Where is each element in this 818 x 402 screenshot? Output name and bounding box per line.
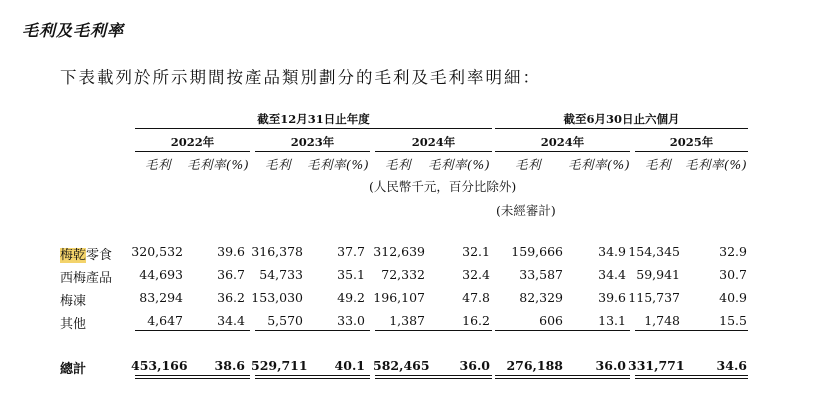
col-label-margin: 毛利率(%) <box>428 157 491 172</box>
cell-gross-margin: 37.7 <box>337 244 365 259</box>
row-label <box>60 313 86 332</box>
group-header-six-months: 截至6月30日止六個月 <box>563 112 680 126</box>
subtotal-rule <box>255 330 370 331</box>
subtotal-rule <box>135 330 250 331</box>
cell-gross-margin: 15.5 <box>719 313 747 328</box>
year-rule-2023 <box>255 151 370 152</box>
col-label-profit: 毛利 <box>645 157 672 172</box>
cell-gross-profit: 115,737 <box>628 290 680 305</box>
cell-gross-margin: 47.8 <box>462 290 490 305</box>
row-label-text: 西梅產品 <box>60 271 113 286</box>
cell-gross-profit: 82,329 <box>519 290 563 305</box>
cell-gross-margin: 36.7 <box>217 267 245 282</box>
cell-gross-profit: 1,748 <box>644 313 680 328</box>
cell-gross-profit: 316,378 <box>251 244 303 259</box>
total-double-rule <box>495 375 630 379</box>
year-rule-2024 <box>375 151 492 152</box>
cell-gross-margin: 34.4 <box>217 313 245 328</box>
total-gross-margin: 34.6 <box>716 358 747 373</box>
cell-gross-margin: 13.1 <box>598 313 626 328</box>
total-double-rule <box>635 375 748 379</box>
total-gross-margin: 36.0 <box>595 358 626 373</box>
total-gross-profit: 453,166 <box>131 358 188 373</box>
col-label-profit: 毛利 <box>515 157 542 172</box>
highlighted-text: 梅乾 <box>60 248 87 263</box>
year-header-2023: 2023年 <box>290 135 335 149</box>
cell-gross-profit: 154,345 <box>628 244 680 259</box>
cell-gross-profit: 196,107 <box>373 290 425 305</box>
total-double-rule <box>375 375 492 379</box>
cell-gross-margin: 39.6 <box>598 290 626 305</box>
year-header-2024-h1: 2024年 <box>540 135 585 149</box>
cell-gross-margin: 32.4 <box>462 267 490 282</box>
cell-gross-margin: 32.9 <box>719 244 747 259</box>
col-label-margin: 毛利率(%) <box>187 157 250 172</box>
year-header-2025-h1: 2025年 <box>669 135 714 149</box>
cell-gross-profit: 153,030 <box>251 290 303 305</box>
cell-gross-margin: 30.7 <box>719 267 747 282</box>
row-label-text: 其他 <box>60 317 87 332</box>
group-rule-six-months <box>495 128 748 129</box>
cell-gross-profit: 59,941 <box>636 267 680 282</box>
row-label <box>60 267 112 286</box>
cell-gross-profit: 44,693 <box>139 267 183 282</box>
year-header-2022: 2022年 <box>170 135 215 149</box>
total-double-rule <box>255 375 370 379</box>
total-gross-profit: 582,465 <box>373 358 430 373</box>
total-gross-profit: 276,188 <box>506 358 563 373</box>
unit-note: (人民幣千元，百分比除外) <box>369 179 517 194</box>
cell-gross-margin: 33.0 <box>337 313 365 328</box>
cell-gross-profit: 1,387 <box>389 313 425 328</box>
cell-gross-profit: 4,647 <box>147 313 183 328</box>
group-header-annual: 截至12月31日止年度 <box>257 112 370 126</box>
year-rule-2024-h1 <box>495 151 630 152</box>
col-label-profit: 毛利 <box>385 157 412 172</box>
cell-gross-margin: 36.2 <box>217 290 245 305</box>
total-gross-margin: 40.1 <box>334 358 365 373</box>
total-gross-margin: 38.6 <box>214 358 245 373</box>
section-heading: 毛利及毛利率 <box>22 21 125 40</box>
unaudited-note: (未經審計) <box>496 203 556 218</box>
year-header-2024: 2024年 <box>411 135 456 149</box>
total-gross-profit: 331,771 <box>628 358 685 373</box>
cell-gross-profit: 159,666 <box>511 244 563 259</box>
cell-gross-profit: 312,639 <box>373 244 425 259</box>
cell-gross-profit: 33,587 <box>519 267 563 282</box>
cell-gross-margin: 40.9 <box>719 290 747 305</box>
cell-gross-profit: 72,332 <box>381 267 425 282</box>
col-label-profit: 毛利 <box>265 157 292 172</box>
year-rule-2025-h1 <box>635 151 748 152</box>
total-gross-margin: 36.0 <box>459 358 490 373</box>
cell-gross-margin: 32.1 <box>462 244 490 259</box>
cell-gross-profit: 5,570 <box>267 313 303 328</box>
col-label-profit: 毛利 <box>145 157 172 172</box>
year-rule-2022 <box>135 151 250 152</box>
cell-gross-margin: 39.6 <box>217 244 245 259</box>
cell-gross-profit: 320,532 <box>131 244 183 259</box>
subtotal-rule <box>375 330 492 331</box>
col-label-margin: 毛利率(%) <box>307 157 370 172</box>
cell-gross-profit: 83,294 <box>139 290 183 305</box>
subtotal-rule <box>635 330 748 331</box>
group-rule-annual <box>135 128 492 129</box>
cell-gross-margin: 34.4 <box>598 267 626 282</box>
cell-gross-profit: 606 <box>539 313 563 328</box>
cell-gross-margin: 16.2 <box>462 313 490 328</box>
intro-text: 下表載列於所示期間按產品類別劃分的毛利及毛利率明細： <box>60 68 541 87</box>
row-label-text: 零食 <box>86 248 113 263</box>
row-label <box>60 290 86 309</box>
total-label: 總計 <box>60 362 87 377</box>
cell-gross-margin: 34.9 <box>598 244 626 259</box>
cell-gross-margin: 49.2 <box>337 290 365 305</box>
total-double-rule <box>135 375 250 379</box>
total-gross-profit: 529,711 <box>251 358 308 373</box>
cell-gross-margin: 35.1 <box>337 267 365 282</box>
col-label-margin: 毛利率(%) <box>685 157 748 172</box>
cell-gross-profit: 54,733 <box>259 267 303 282</box>
col-label-margin: 毛利率(%) <box>568 157 631 172</box>
row-label-text: 梅凍 <box>60 294 87 309</box>
subtotal-rule <box>495 330 630 331</box>
row-label <box>60 244 112 263</box>
